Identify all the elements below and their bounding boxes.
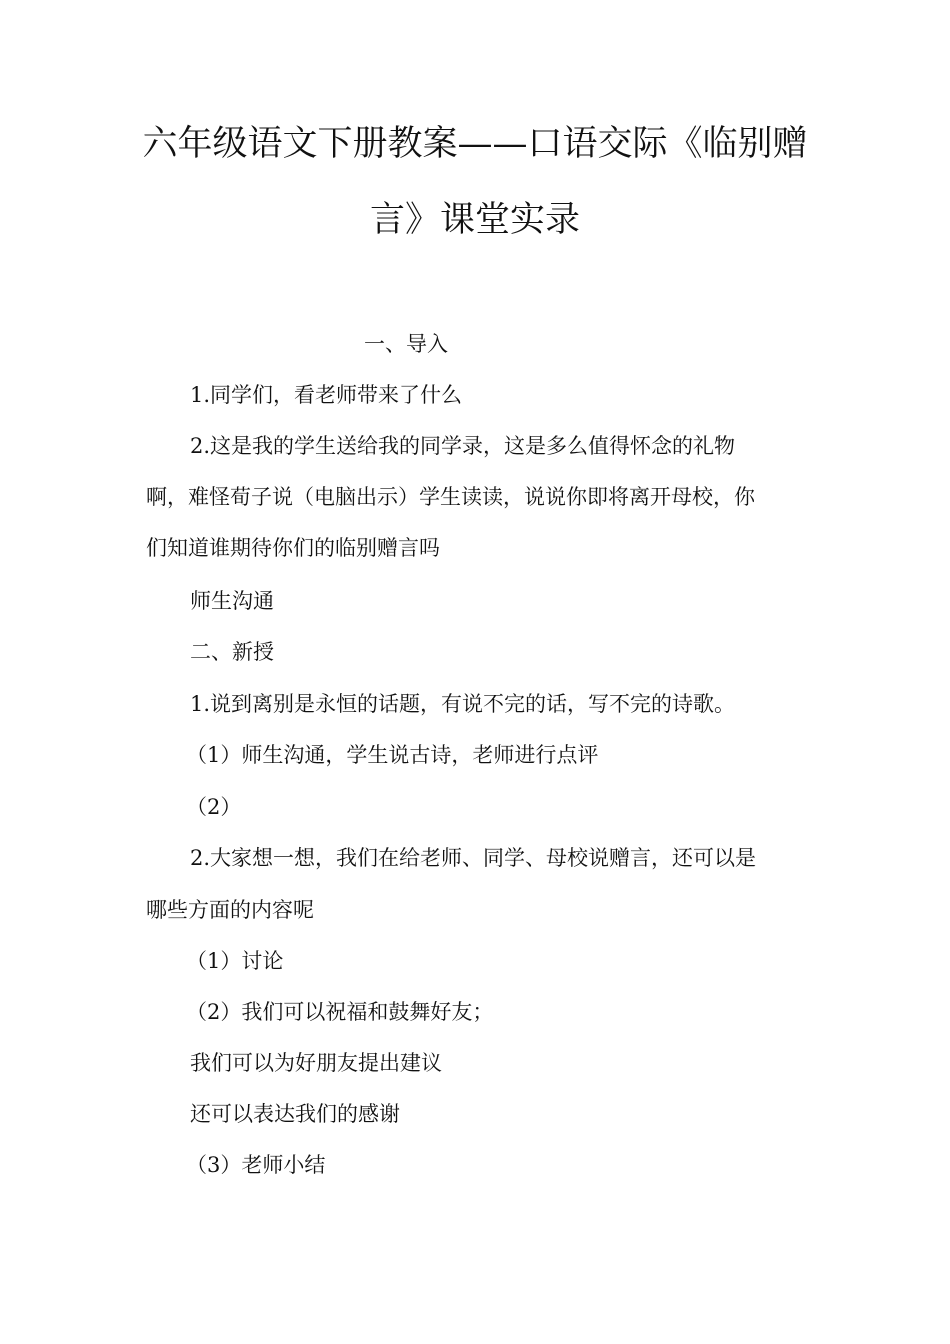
paragraph-9: （2）我们可以祝福和鼓舞好友； <box>186 1000 494 1024</box>
document-title-line-2: 言》课堂实录 <box>369 200 580 240</box>
paragraph-2-line-3: 们知道谁期待你们的临别赠言吗 <box>146 536 440 560</box>
paragraph-12: （3）老师小结 <box>186 1153 326 1177</box>
paragraph-3: 师生沟通 <box>190 589 274 613</box>
section-heading-new-lesson: 二、新授 <box>190 640 274 664</box>
paragraph-8: （1）讨论 <box>186 949 284 973</box>
paragraph-4: 1.说到离别是永恒的话题，有说不完的话，写不完的诗歌。 <box>190 692 736 716</box>
paragraph-6: （2） <box>186 795 242 819</box>
paragraph-2-line-1: 2.这是我的学生送给我的同学录，这是多么值得怀念的礼物 <box>190 434 736 458</box>
document-title-line-1: 六年级语文下册教案——口语交际《临别赠 <box>142 124 808 164</box>
paragraph-2-line-2: 啊，难怪荀子说（电脑出示）学生读读，说说你即将离开母校，你 <box>146 485 755 509</box>
paragraph-5: （1）师生沟通，学生说古诗，老师进行点评 <box>186 743 599 767</box>
paragraph-7-line-1: 2.大家想一想，我们在给老师、同学、母校说赠言，还可以是 <box>190 846 757 870</box>
paragraph-7-line-2: 哪些方面的内容呢 <box>146 898 314 922</box>
paragraph-1: 1.同学们，看老师带来了什么 <box>190 383 463 407</box>
section-heading-intro: 一、导入 <box>364 332 448 356</box>
paragraph-10: 我们可以为好朋友提出建议 <box>190 1051 442 1075</box>
paragraph-11: 还可以表达我们的感谢 <box>190 1102 400 1126</box>
